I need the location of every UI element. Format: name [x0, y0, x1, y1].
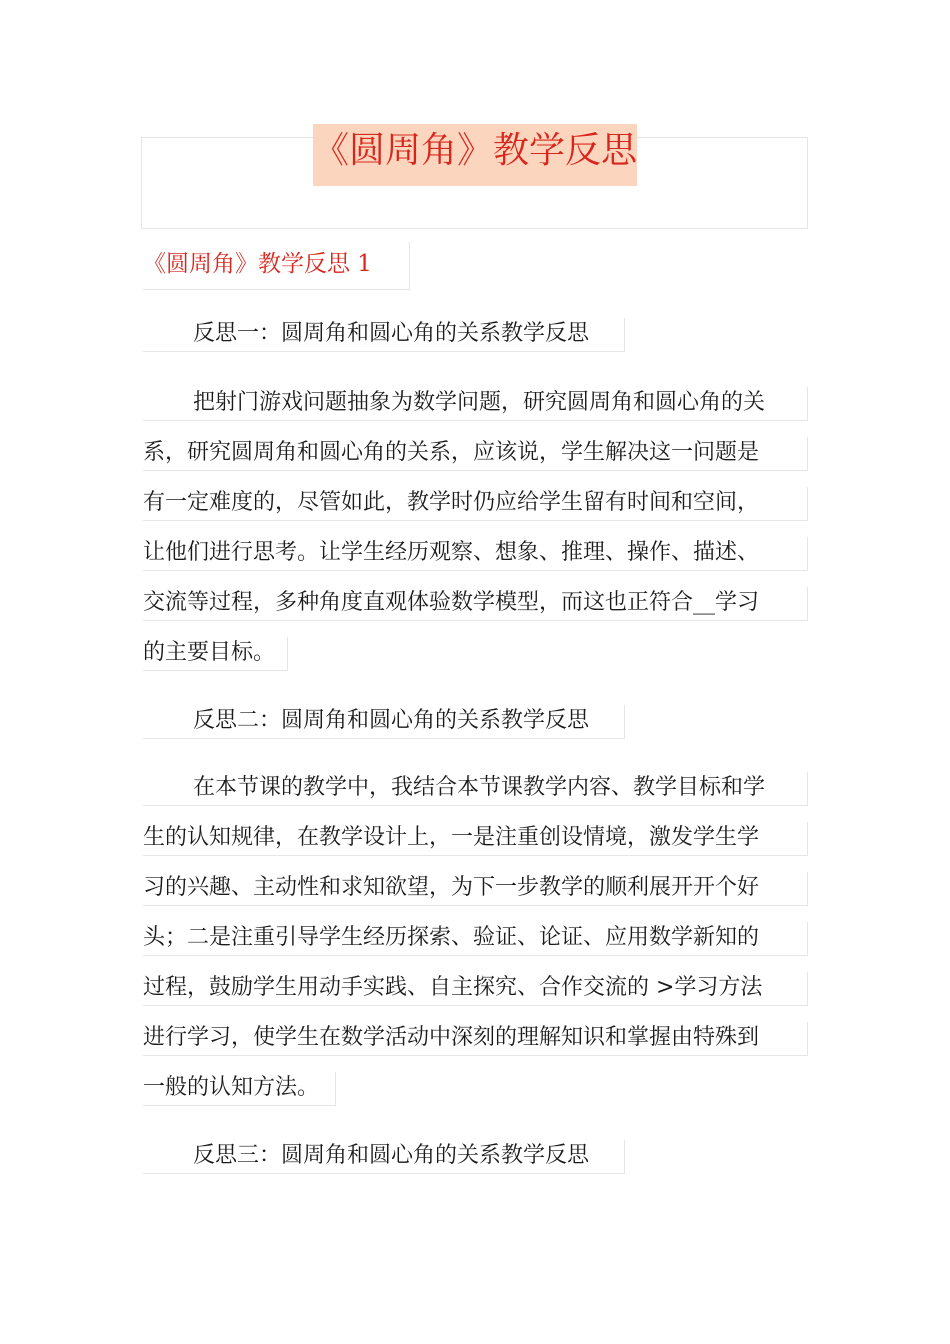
section-heading-2: 反思二：圆周角和圆心角的关系教学反思 [143, 705, 625, 739]
paragraph-2-line: 一般的认知方法。 [143, 1072, 336, 1106]
document-subtitle: 《圆周角》教学反思 1 [143, 242, 410, 290]
document-title: 《圆周角》教学反思 [313, 124, 637, 186]
paragraph-1-line: 把射门游戏问题抽象为数学问题，研究圆周角和圆心角的关 [143, 387, 808, 421]
paragraph-2-line: 习的兴趣、主动性和求知欲望，为下一步教学的顺利展开开个好 [143, 872, 808, 906]
paragraph-1-line: 的主要目标。 [143, 637, 288, 671]
paragraph-2-line: 生的认知规律，在教学设计上，一是注重创设情境，激发学生学 [143, 822, 808, 856]
paragraph-2-line: 过程，鼓励学生用动手实践、自主探究、合作交流的 >学习方法 [143, 972, 808, 1006]
paragraph-1-line: 交流等过程，多种角度直观体验数学模型，而这也正符合__学习 [143, 587, 808, 621]
paragraph-1-line: 有一定难度的，尽管如此，教学时仍应给学生留有时间和空间， [143, 487, 808, 521]
paragraph-1-line: 系，研究圆周角和圆心角的关系，应该说，学生解决这一问题是 [143, 437, 808, 471]
section-heading-3: 反思三：圆周角和圆心角的关系教学反思 [143, 1140, 625, 1174]
paragraph-1-line: 让他们进行思考。让学生经历观察、想象、推理、操作、描述、 [143, 537, 808, 571]
section-heading-1: 反思一：圆周角和圆心角的关系教学反思 [143, 318, 625, 352]
paragraph-2-line: 在本节课的教学中，我结合本节课教学内容、教学目标和学 [143, 772, 808, 806]
paragraph-2-line: 进行学习，使学生在数学活动中深刻的理解知识和掌握由特殊到 [143, 1022, 808, 1056]
paragraph-2-line: 头；二是注重引导学生经历探索、验证、论证、应用数学新知的 [143, 922, 808, 956]
